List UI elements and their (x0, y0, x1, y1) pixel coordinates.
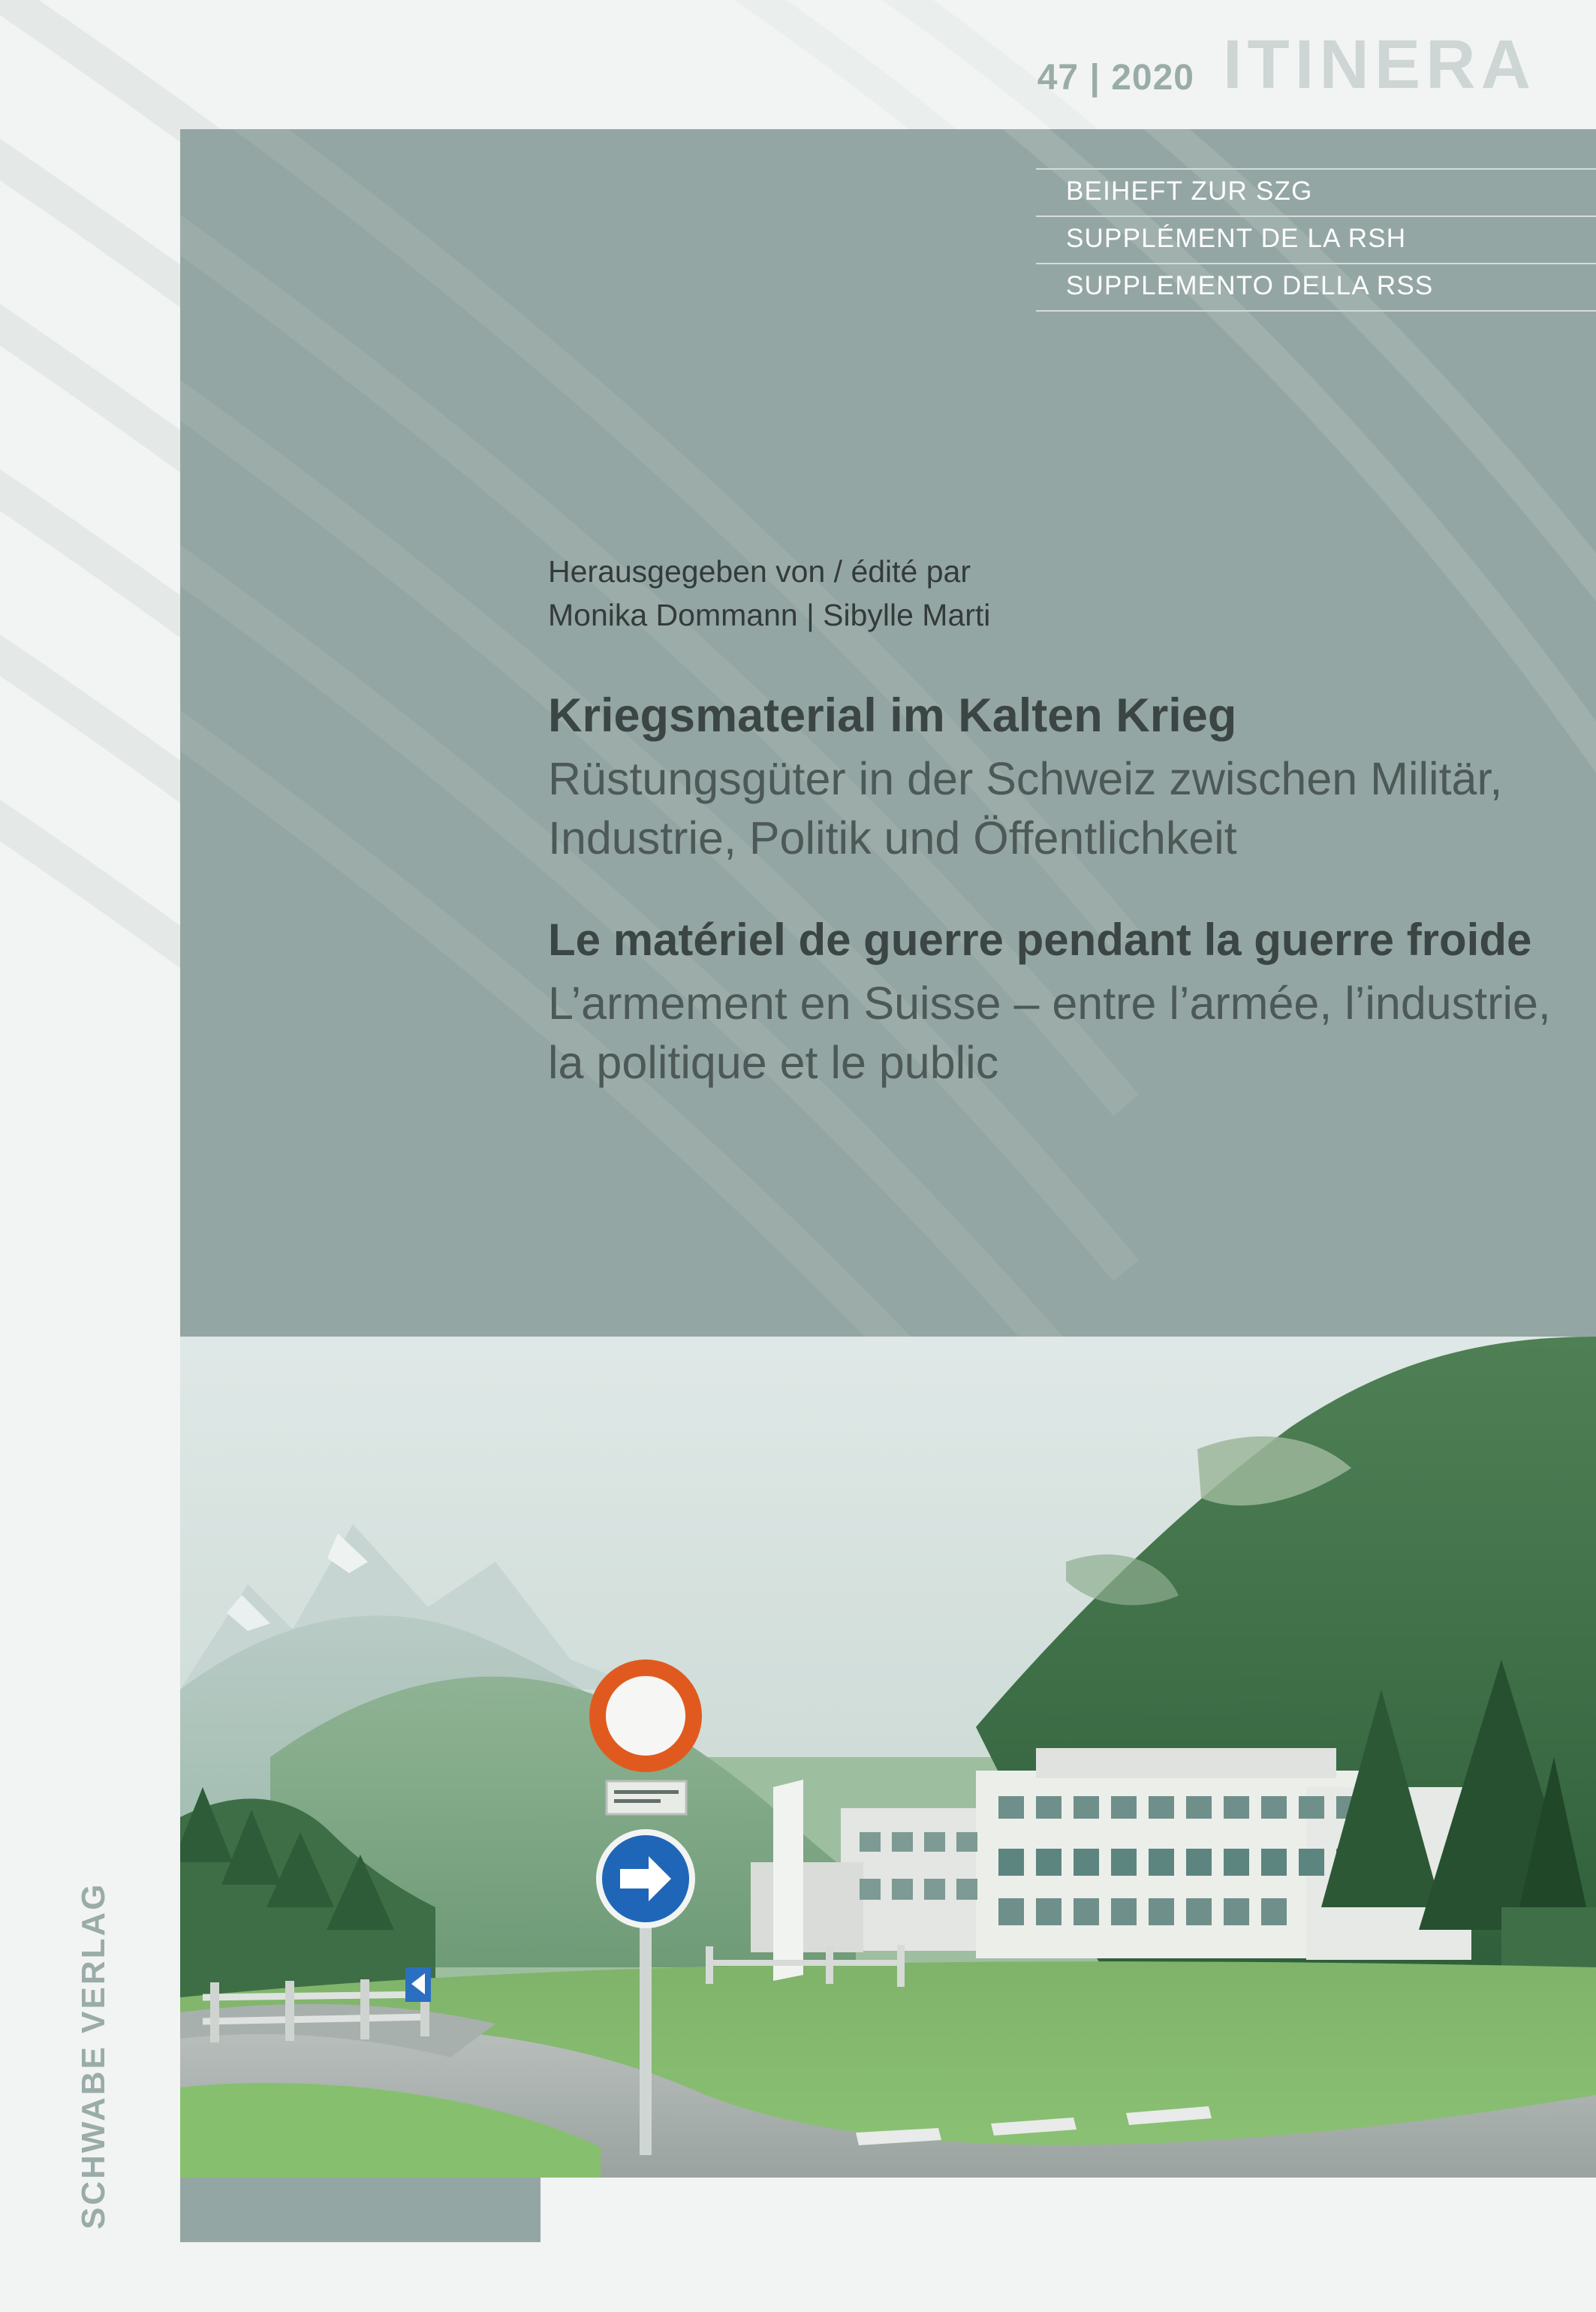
title-german-subtitle: Rüstungsgüter in der Schweiz zwischen Militär, Industrie, Politik und Öffentlichkeit (548, 752, 1503, 864)
bottom-accent-bar (180, 2178, 541, 2242)
series-brand-title: ITINERA (1223, 26, 1536, 103)
issue-number: 47 | 2020 (1037, 58, 1194, 98)
editors-label: Herausgegeben von / édité par (548, 554, 971, 589)
supplement-line-fr: SUPPLÉMENT DE LA RSH (1036, 217, 1596, 264)
supplement-line-it: SUPPLEMENTO DELLA RSS (1036, 264, 1596, 312)
cover-photograph (180, 1337, 1596, 2178)
title-french-main: Le matériel de guerre pendant la guerre froide (548, 915, 1532, 966)
title-french-subtitle: L’armement en Suisse – entre l’armée, l’industrie, la politique et le public (548, 977, 1551, 1088)
title-text-block (548, 550, 1584, 1093)
title-german-main: Kriegsmaterial im Kalten Krieg (548, 689, 1237, 743)
supplement-line-de: BEIHEFT ZUR SZG (1036, 168, 1596, 217)
title-panel (180, 129, 1596, 1337)
publisher-name: SCHWABE VERLAG (75, 1882, 112, 2229)
editors-names: Monika Dommann | Sibylle Marti (548, 598, 991, 633)
masthead (0, 26, 1536, 128)
supplement-lines (1036, 168, 1596, 312)
